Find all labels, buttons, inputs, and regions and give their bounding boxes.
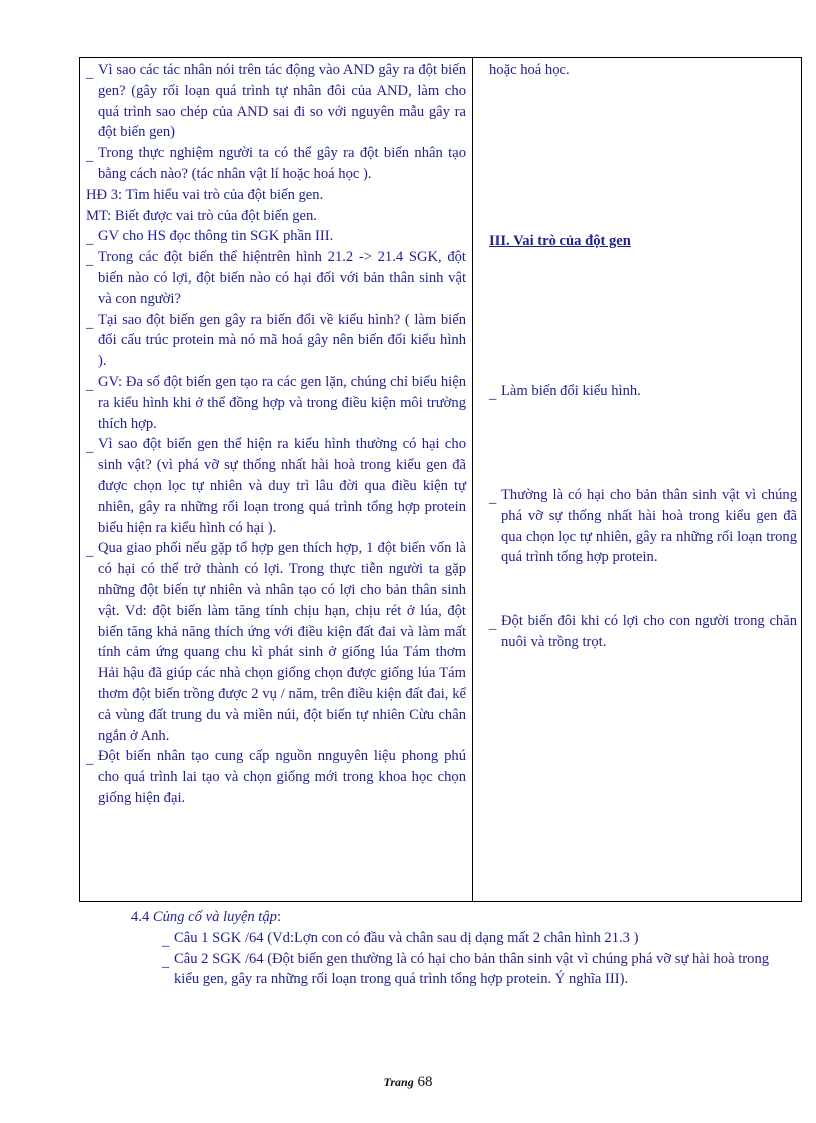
right-item: _ Đột biến đôi khi có lợi cho con người trong chăn nuôi và trồng trọt. [489, 611, 797, 653]
left-item: _ Qua giao phối nếu gặp tổ hợp gen thích hợp, 1 đột biến vốn là có hại có thể trở thành có lợi. Trong thực tiễn người ta gặp những đột biến tự nhiên và nhân tạo có lợi cho bản thân sinh vật. Vd: đột biến làm tăng tính chịu hạn, chịu rét ở lúa, đột biến tăng khả năng thích ứng với điều kiện đất đai và làm mất tính cảm ứng quang chu kì phát sinh ở giống lúa Tám thơm Hải hậu đã giúp các nhà chọn giống chọn được giống lúa Tám thơm đột biến trồng được 2 vụ / năm, trên điều kiện đất đai, kể cả vùng đất trung du và miền núi, đột biến tự nhiên Cừu chân ngắn ở Anh. [86, 538, 466, 746]
section-heading: III. Vai trò của đột gen [489, 233, 631, 249]
left-item: _ Vì sao đột biến gen thể hiện ra kiểu hình thường có hại cho sinh vật? (vì phá vỡ sự thống nhất hài hoà trong kiểu gen đã được chọn lọc tự nhiên và duy trì lâu đời qua điều kiện tự nhiên, gây ra những rối loạn trong quá trình tổng hợp protein biểu hiện ra kiểu hình có hại ). [86, 434, 466, 538]
page-footer [0, 1074, 816, 1091]
left-item: _ GV: Đa số đột biến gen tạo ra các gen lặn, chúng chỉ biểu hiện ra kiểu hình khi ở thể đồng hợp và trong điều kiện môi trường thích hợp. [86, 372, 466, 434]
right-item-block [489, 485, 797, 568]
column-divider [472, 58, 473, 901]
left-item: _ Trong các đột biến thể hiệntrên hình 21.2 -> 21.4 SGK, đột biến nào có lợi, đột biến nào có hại đối với bản thân sinh vật và con người? [86, 247, 466, 309]
consolidation-section [131, 907, 771, 990]
section-number: 4.4 [131, 909, 150, 925]
consolidation-item [131, 949, 771, 991]
right-continuation [489, 60, 797, 81]
left-item: _ GV cho HS đọc thông tin SGK phần III. [86, 226, 466, 247]
consolidation-heading: 4.4 Củng cố và luyện tập: [131, 909, 281, 925]
left-column [86, 60, 466, 809]
left-item: _ Đột biến nhân tạo cung cấp nguồn nnguyên liệu phong phú cho quá trình lai tạo và chọn giống mới trong khoa học chọn giống hiện đại. [86, 746, 466, 808]
activity-title: HĐ 3: Tìm hiểu vai trò của đột biến gen. [86, 186, 324, 203]
right-heading-block [489, 231, 797, 252]
consolidation-item [131, 928, 771, 949]
right-item-block [489, 381, 797, 402]
right-item-block [489, 611, 797, 653]
right-item: _ Làm biến đổi kiểu hình. [489, 381, 797, 402]
activity-goal: MT: Biết được vai trò của đột biến gen. [86, 207, 317, 224]
page-label: Trang [383, 1075, 414, 1089]
section-title: Củng cố và luyện tập [152, 909, 277, 925]
left-item: _ Vì sao các tác nhân nói trên tác động vào AND gây ra đột biến gen? (gây rối loạn quá trình tự nhân đôi của AND, làm cho quá trình sao chép của AND sai đi so với nguyên mẫu gây ra đột biến gen) [86, 60, 466, 143]
left-item: _ Trong thực nghiệm người ta có thể gây ra đột biến nhân tạo bằng cách nào? (tác nhân vật lí hoặc hoá học ). [86, 143, 466, 185]
left-item: _ Tại sao đột biến gen gây ra biến đổi về kiểu hình? ( làm biến đổi cấu trúc protein mà nó mã hoá gây nên biến đổi kiểu hình ). [86, 310, 466, 372]
page-number: 68 [417, 1074, 433, 1090]
right-item: _ Thường là có hại cho bản thân sinh vật vì chúng phá vỡ sự thống nhất hài hoà trong kiểu gen đã qua chọn lọc tự nhiên, gây ra những rối loạn trong quá trình tổng hợp protein. [489, 485, 797, 568]
continuation-text: hoặc hoá học. [489, 62, 570, 78]
consolidation-item-text: _ Câu 1 SGK /64 (Vd:Lợn con có đầu và chân sau dị dạng mất 2 chân hình 21.3 ) [162, 928, 771, 949]
content-table [79, 57, 802, 902]
consolidation-item-text: _ Câu 2 SGK /64 (Đột biến gen thường là có hại cho bản thân sinh vật vì chúng phá vỡ sự hài hoà trong kiểu gen, gây ra những rối loạn trong quá trình tổng hợp protein. Ý nghĩa III). [162, 949, 771, 991]
